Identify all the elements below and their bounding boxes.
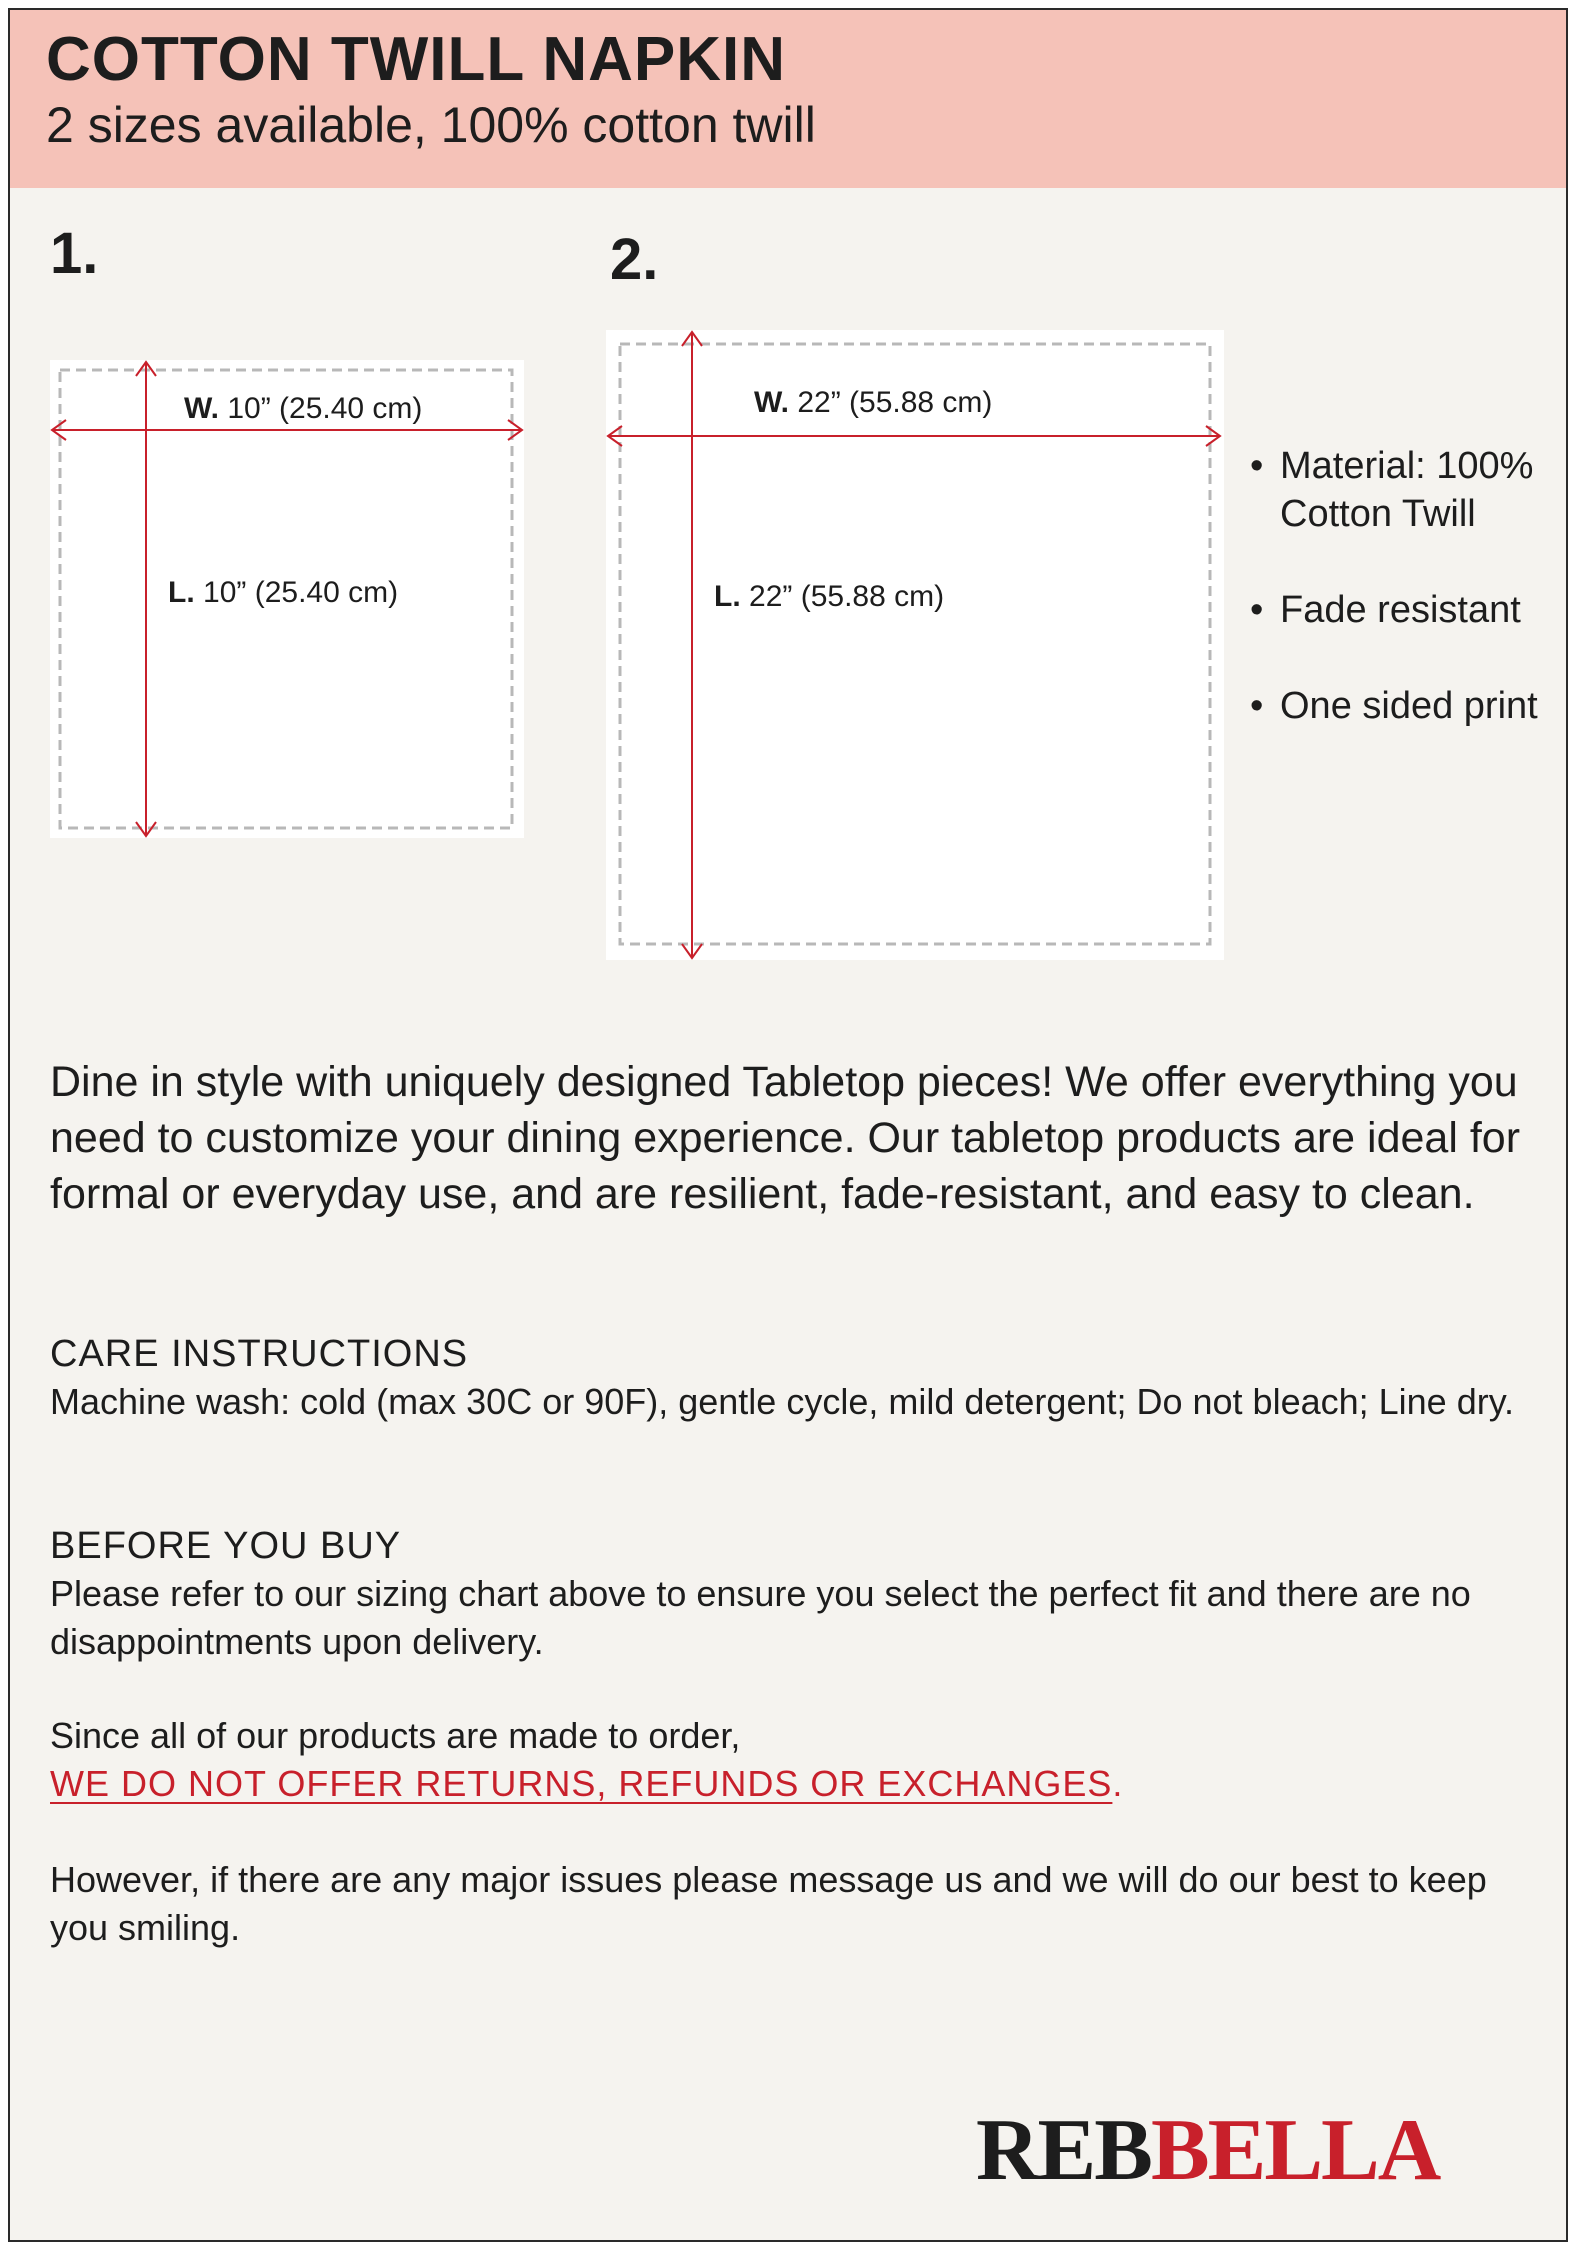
feature-list xyxy=(1250,442,1560,778)
size-1-number: 1. xyxy=(50,221,99,286)
size-2-width-label xyxy=(754,386,992,420)
length-prefix: L. xyxy=(714,580,741,613)
feature-item: • One sided print xyxy=(1250,682,1560,730)
closing-section xyxy=(50,1856,1550,1952)
size-1-width-label xyxy=(184,392,422,426)
length-value: 22” (55.88 cm) xyxy=(749,580,945,613)
before-buy-heading: BEFORE YOU BUY xyxy=(50,1525,402,1567)
size-2-number: 2. xyxy=(610,227,659,292)
feature-item: • Fade resistant xyxy=(1250,586,1560,634)
napkin-outline xyxy=(620,344,1210,944)
page-subtitle: 2 sizes available, 100% cotton twill xyxy=(46,97,816,153)
before-you-buy-section xyxy=(50,1522,1550,1666)
size-2-dimension-drawing xyxy=(606,330,1224,960)
page-title: COTTON TWILL NAPKIN xyxy=(46,25,786,94)
returns-warning-line xyxy=(50,1760,1550,1808)
care-text: Machine wash: cold (max 30C or 90F), gentle cycle, mild detergent; Do not bleach; Line dry. xyxy=(50,1381,1515,1422)
returns-section xyxy=(50,1712,1550,1808)
logo-part-black: REB xyxy=(976,2102,1151,2199)
returns-intro: Since all of our products are made to order, xyxy=(50,1715,741,1756)
width-prefix: W. xyxy=(184,392,219,425)
intro-paragraph: Dine in style with uniquely designed Tabletop pieces! We offer everything you need to customize your dining experience. Our tabletop products are ideal for formal or everyday use, and are resilient, fade-resistant, and easy to clean. xyxy=(50,1058,1521,1218)
width-value: 22” (55.88 cm) xyxy=(797,386,993,419)
size-1-length-label xyxy=(168,576,398,610)
no-returns-warning: WE DO NOT OFFER RETURNS, REFUNDS OR EXCHANGES xyxy=(50,1763,1113,1804)
before-buy-text: Please refer to our sizing chart above to ensure you select the perfect fit and there are no disappointments upon delivery. xyxy=(50,1573,1471,1662)
length-prefix: L. xyxy=(168,576,195,609)
logo-part-red: BELLA xyxy=(1150,2102,1440,2199)
brand-logo xyxy=(976,2102,1440,2199)
feature-item: • Material: 100% Cotton Twill xyxy=(1250,442,1560,538)
header-banner xyxy=(10,10,1566,188)
width-value: 10” (25.40 cm) xyxy=(227,392,423,425)
closing-text: However, if there are any major issues please message us and we will do our best to keep you smiling. xyxy=(50,1859,1487,1948)
size-2-length-label xyxy=(714,580,944,614)
care-instructions-section xyxy=(50,1330,1550,1426)
product-info-sheet xyxy=(8,8,1568,2242)
warning-period: . xyxy=(1112,1763,1123,1804)
size-2-diagram xyxy=(606,330,1224,960)
care-heading: CARE INSTRUCTIONS xyxy=(50,1333,469,1375)
length-value: 10” (25.40 cm) xyxy=(203,576,399,609)
width-prefix: W. xyxy=(754,386,789,419)
size-1-diagram xyxy=(50,360,524,838)
